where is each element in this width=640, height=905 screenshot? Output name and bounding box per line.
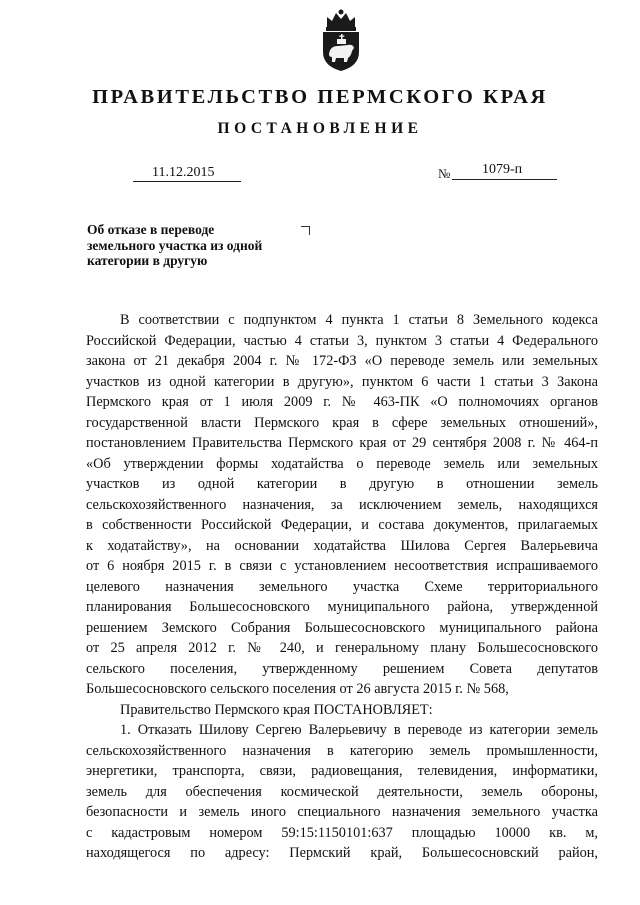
- body-line: участков из одной категории в другую», пунктом 6 части 1 статьи 3 Закона: [86, 373, 598, 390]
- body-line: в собственности Российской Федерации, и состава документов, прилагаемых: [86, 517, 598, 533]
- body-line: сельского поселения, утвержденному решением Совета депутатов: [86, 660, 598, 677]
- body-line: с кадастровым номером 59:15:1150101:637 площадью 10000 кв. м,: [86, 824, 598, 841]
- document-number: 1079-п: [482, 162, 523, 177]
- body-line: безопасности и земель иного специального назначения земельного участка: [86, 804, 598, 820]
- number-sign: №: [438, 166, 451, 181]
- date-field: [133, 163, 241, 182]
- body-line: Российской Федерации, частью 4 статьи 3, пунктом 3 статьи 4 Федерального: [86, 332, 598, 349]
- body-line: постановлением Правительства Пермского края от 29 сентября 2008 г. № 464-п: [86, 435, 598, 451]
- body-line: Большесосновского сельского поселения от 26 августа 2015 г. № 568,: [86, 681, 509, 697]
- subject-line: категории в другую: [87, 253, 208, 268]
- body-line: от 25 апреля 2012 г. № 240, и генеральному плану Большесосновского: [86, 640, 598, 656]
- body-line: земель для обеспечения космической деятельности, земель обороны,: [86, 783, 598, 800]
- body-line: 1. Отказать Шилову Сергею Валерьевичу в переводе из категории земель: [120, 722, 598, 738]
- perm-krai-coat-of-arms-icon: [318, 8, 364, 72]
- body-line: В соответствии с подпунктом 4 пункта 1 статьи 8 Земельного кодекса: [120, 312, 598, 328]
- government-title: ПРАВИТЕЛЬСТВО ПЕРМСКОГО КРАЯ: [92, 86, 548, 108]
- body-line: Пермского края от 1 июля 2009 г. № 463-ПК «О полномочиях органов: [86, 394, 598, 410]
- body-line: энергетики, транспорта, связи, радиовещания, телевидения, информатики,: [86, 763, 598, 779]
- document-body: [86, 310, 598, 864]
- document-date: 11.12.2015: [152, 165, 215, 180]
- body-line: планирования Большесосновского муниципального района, утвержденной: [86, 599, 598, 615]
- corner-bracket-mark: [301, 226, 310, 235]
- resolution-line: Правительство Пермского края ПОСТАНОВЛЯЕТ:: [120, 701, 433, 718]
- body-line: целевого назначения земельного участка Схеме территориального: [86, 578, 598, 595]
- body-line: от 6 ноября 2015 г. в связи с установлением несоответствия испрашиваемого: [86, 558, 598, 574]
- body-line: участков из одной категории в другую в отношении земель: [86, 476, 598, 492]
- body-line: закона от 21 декабря 2004 г. № 172-ФЗ «О переводе земель или земельных: [86, 353, 598, 369]
- document-subject: [87, 222, 297, 269]
- body-line: решением Земского Собрания Большесосновского муниципального района: [86, 619, 598, 636]
- body-line: находящегося по адресу: Пермский край, Большесосновский район,: [86, 845, 598, 861]
- number-field: [452, 163, 557, 180]
- body-line: к ходатайству», на основании ходатайства Шилова Сергея Валерьевича: [86, 537, 598, 554]
- body-line: «Об утверждении формы ходатайства о переводе земель или земельных: [86, 455, 598, 472]
- subject-line: Об отказе в переводе: [87, 222, 215, 237]
- body-line: государственной власти Пермского края в сфере земельных отношений»,: [86, 414, 598, 431]
- body-line: сельскохозяйственного назначения, за исключением земель, находящихся: [86, 496, 598, 513]
- document-type: ПОСТАНОВЛЕНИЕ: [217, 120, 423, 137]
- body-line: сельскохозяйственного назначения в категорию земель промышленности,: [86, 742, 598, 759]
- subject-line: земельного участка из одной: [87, 237, 263, 253]
